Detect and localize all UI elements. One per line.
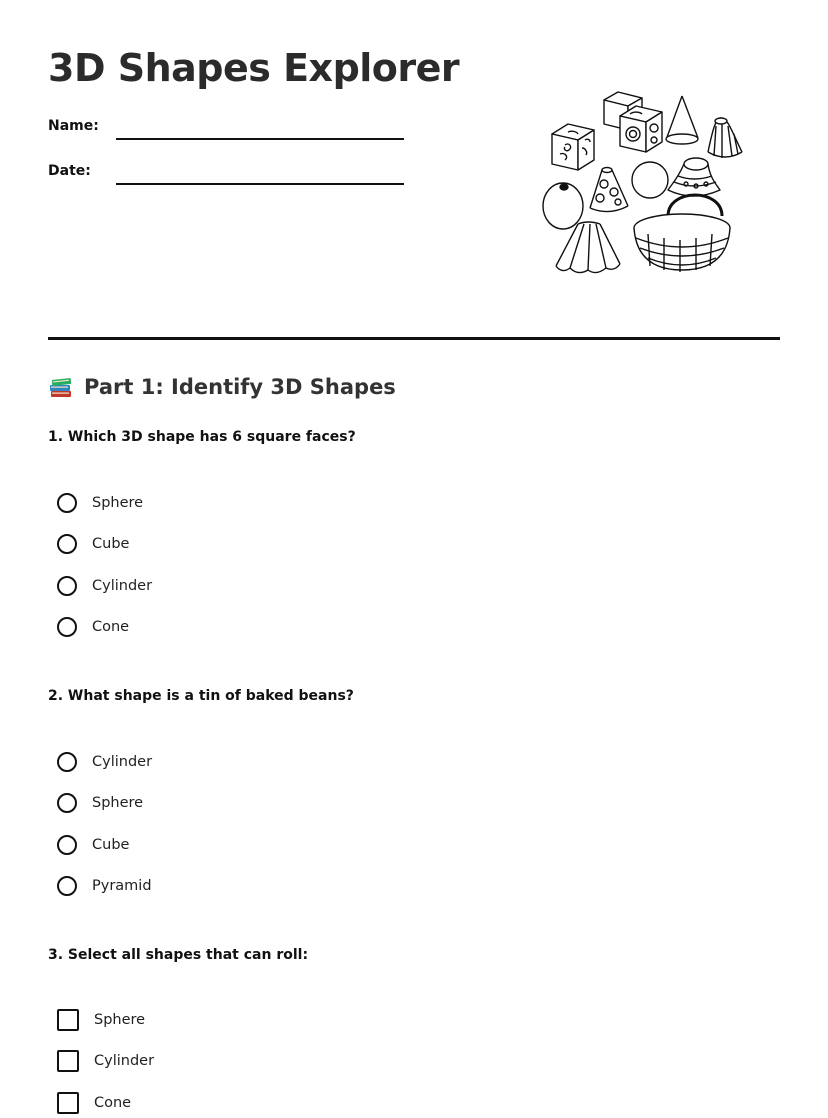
decorated-bowl	[668, 158, 720, 196]
option-label: Cube	[92, 536, 130, 552]
option-label: Sphere	[92, 495, 144, 511]
question-1-text: 1. Which 3D shape has 6 square faces?	[48, 429, 356, 445]
q3-option-cylinder[interactable]	[57, 1048, 154, 1074]
question-2-text: 2. What shape is a tin of baked beans?	[48, 688, 354, 704]
radio-button[interactable]	[57, 576, 77, 596]
page-title: 3D Shapes Explorer	[48, 46, 460, 90]
q1-option-sphere[interactable]	[57, 490, 143, 516]
plain-cone	[666, 96, 698, 144]
option-label: Cone	[94, 1095, 132, 1111]
option-label: Cylinder	[92, 578, 153, 594]
option-label: Cylinder	[92, 754, 153, 770]
section-title-text: Part 1: Identify 3D Shapes	[84, 375, 396, 399]
q1-option-cylinder[interactable]	[57, 573, 152, 599]
option-label: Sphere	[94, 1012, 146, 1028]
woven-basket	[634, 195, 730, 272]
option-label: Cylinder	[94, 1053, 155, 1069]
radio-button[interactable]	[57, 493, 77, 513]
option-label: Cone	[92, 619, 130, 635]
checkbox[interactable]	[57, 1009, 79, 1031]
q2-option-pyramid[interactable]	[57, 873, 152, 899]
q3-option-cone[interactable]	[57, 1090, 131, 1116]
q2-option-cube[interactable]	[57, 832, 129, 858]
q2-option-sphere[interactable]	[57, 790, 143, 816]
q3-option-sphere[interactable]	[57, 1007, 145, 1033]
radio-button[interactable]	[57, 534, 77, 554]
egg-shape	[543, 183, 583, 229]
books-icon	[48, 374, 74, 400]
option-label: Cube	[92, 837, 130, 853]
q2-option-cylinder[interactable]	[57, 749, 152, 775]
sphere-outline	[632, 162, 668, 198]
date-label: Date:	[48, 163, 91, 179]
radio-button[interactable]	[57, 752, 77, 772]
section-title	[48, 374, 396, 400]
striped-cone	[708, 118, 742, 158]
radio-button[interactable]	[57, 617, 77, 637]
radio-button[interactable]	[57, 793, 77, 813]
checkbox[interactable]	[57, 1050, 79, 1072]
pleated-cone	[556, 222, 620, 273]
section-divider	[48, 337, 780, 340]
question-3-text: 3. Select all shapes that can roll:	[48, 947, 309, 963]
radio-button[interactable]	[57, 876, 77, 896]
option-label: Sphere	[92, 795, 144, 811]
decorated-cube-center	[620, 106, 662, 152]
q1-option-cube[interactable]	[57, 531, 129, 557]
q1-option-cone[interactable]	[57, 614, 129, 640]
3d-shapes-illustration	[538, 88, 752, 278]
date-field-line[interactable]	[116, 183, 404, 185]
option-label: Pyramid	[92, 878, 152, 894]
patterned-cone	[590, 168, 628, 212]
checkbox[interactable]	[57, 1092, 79, 1114]
name-label: Name:	[48, 118, 99, 134]
decorated-cube-left	[552, 124, 594, 170]
radio-button[interactable]	[57, 835, 77, 855]
name-field-line[interactable]	[116, 138, 404, 140]
